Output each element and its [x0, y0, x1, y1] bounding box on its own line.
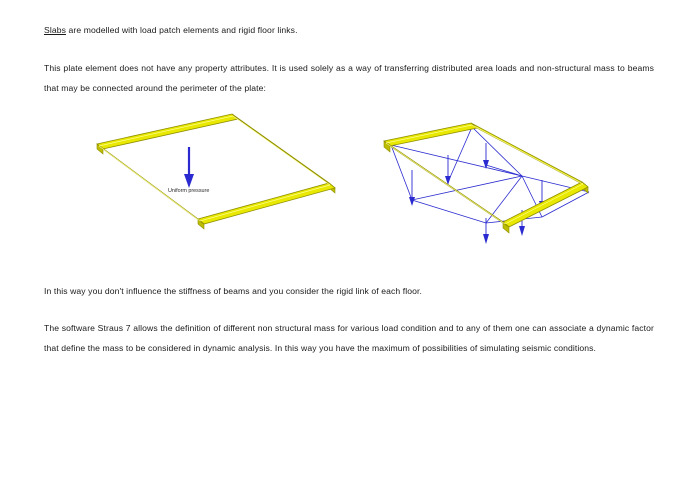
figure-row: [44, 110, 656, 270]
slab-uniform-pressure-svg: [92, 110, 342, 255]
load-transfer-vectors: [391, 127, 589, 223]
load-arrows: [409, 143, 545, 244]
document-upper-text: [44, 20, 654, 115]
paragraph-stiffness: In this way you don't influence the stiffness of beams and you consider the rigid link of each floor.: [44, 286, 422, 296]
figure-right: [374, 110, 644, 270]
document-lower-text: [44, 281, 654, 375]
figure-left: [92, 110, 342, 260]
slab-frame-left: [97, 114, 335, 229]
uniform-pressure-arrow: [184, 147, 194, 188]
paragraph-slabs-intro: [44, 20, 654, 40]
slab-load-transfer-svg: [374, 110, 644, 265]
paragraph-plate-element: This plate element does not have any property attributes. It is used solely as a way of transferring distributed area loads and non-structural mass to beams that may be connected around the perimeter of the plate:: [44, 63, 654, 93]
paragraph-straus7: The software Straus 7 allows the definition of different non structural mass for various load condition and to any of them one can associate a dynamic factor that define the mass to be considered in dynamic analysis. In this way you have the maximum of possibilities of simulating seismic conditions.: [44, 323, 654, 353]
slab-frame-right: [384, 123, 588, 233]
underlined-term-slabs: Slabs: [44, 25, 66, 35]
paragraph-slabs-intro-text: are modelled with load patch elements and rigid floor links.: [66, 25, 298, 35]
figure-left-caption: Uniform pressure: [168, 188, 210, 194]
